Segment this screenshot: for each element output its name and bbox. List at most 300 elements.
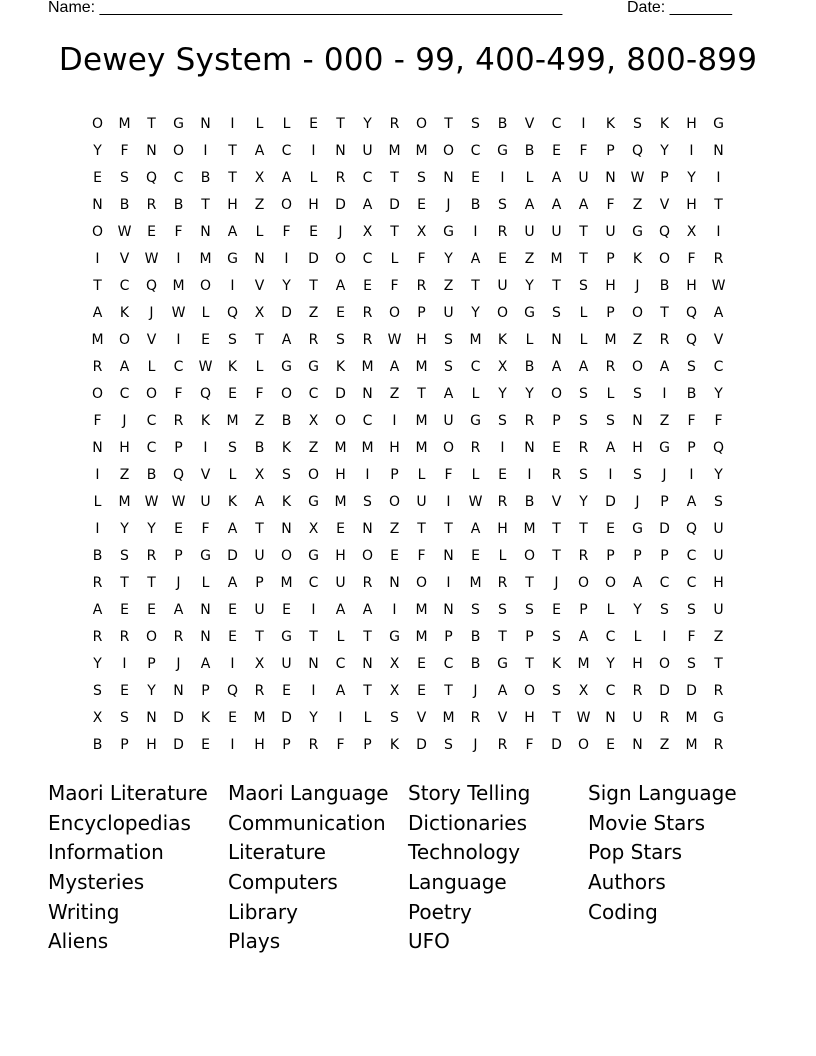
grid-letter: C bbox=[605, 629, 616, 645]
grid-letter: Y bbox=[147, 521, 156, 537]
grid-letter: H bbox=[146, 737, 157, 753]
grid-letter: L bbox=[633, 629, 642, 645]
grid-letter: U bbox=[497, 278, 508, 294]
grid-letter: X bbox=[254, 170, 265, 186]
grid-letter: P bbox=[552, 413, 561, 429]
grid-row bbox=[84, 680, 732, 707]
grid-letter: E bbox=[363, 278, 372, 294]
grid-letter: S bbox=[336, 332, 345, 348]
grid-letter: A bbox=[173, 602, 184, 618]
word-list-item: Aliens bbox=[48, 929, 109, 954]
grid-letter: C bbox=[146, 440, 157, 456]
grid-letter: A bbox=[713, 305, 724, 321]
grid-letter: T bbox=[525, 575, 534, 591]
grid-letter: D bbox=[605, 494, 616, 510]
grid-letter: X bbox=[92, 710, 103, 726]
grid-letter: A bbox=[92, 602, 103, 618]
grid-row bbox=[84, 518, 732, 545]
grid-letter: J bbox=[176, 575, 181, 591]
grid-letter: S bbox=[93, 683, 102, 699]
grid-letter: R bbox=[497, 737, 508, 753]
grid-letter: M bbox=[172, 278, 185, 294]
grid-letter: V bbox=[524, 116, 535, 132]
grid-letter: X bbox=[389, 656, 400, 672]
grid-letter: Q bbox=[658, 224, 671, 240]
grid-letter: E bbox=[417, 197, 426, 213]
grid-letter: A bbox=[362, 197, 373, 213]
grid-letter: F bbox=[282, 224, 291, 240]
grid-letter: Y bbox=[93, 143, 102, 159]
grid-letter: C bbox=[119, 386, 130, 402]
grid-letter: S bbox=[120, 710, 129, 726]
grid-letter: L bbox=[255, 359, 264, 375]
grid-letter: Y bbox=[606, 656, 615, 672]
grid-letter: Q bbox=[226, 683, 239, 699]
grid-letter: X bbox=[578, 683, 589, 699]
grid-letter: T bbox=[714, 656, 723, 672]
grid-letter: D bbox=[281, 710, 292, 726]
grid-letter: I bbox=[446, 494, 451, 510]
grid-letter: M bbox=[118, 116, 131, 132]
grid-letter: K bbox=[389, 737, 400, 753]
grid-letter: A bbox=[335, 683, 346, 699]
grid-letter: S bbox=[498, 197, 507, 213]
grid-letter: I bbox=[392, 602, 397, 618]
grid-letter: T bbox=[552, 710, 561, 726]
grid-letter: K bbox=[551, 656, 562, 672]
grid-letter: K bbox=[119, 305, 130, 321]
grid-letter: Q bbox=[685, 332, 698, 348]
grid-letter: O bbox=[334, 251, 347, 267]
grid-letter: D bbox=[686, 683, 697, 699]
grid-letter: R bbox=[551, 467, 562, 483]
grid-letter: U bbox=[254, 602, 265, 618]
grid-letter: E bbox=[93, 170, 102, 186]
grid-letter: S bbox=[525, 602, 534, 618]
grid-letter: Y bbox=[714, 386, 723, 402]
grid-letter: O bbox=[361, 548, 374, 564]
grid-letter: T bbox=[255, 332, 264, 348]
grid-letter: S bbox=[363, 494, 372, 510]
grid-letter: D bbox=[335, 386, 346, 402]
grid-letter: R bbox=[524, 413, 535, 429]
grid-letter: J bbox=[122, 413, 127, 429]
grid-letter: M bbox=[442, 710, 455, 726]
grid-letter: P bbox=[633, 548, 642, 564]
grid-row bbox=[84, 599, 732, 626]
grid-letter: W bbox=[144, 494, 159, 510]
grid-letter: S bbox=[498, 602, 507, 618]
grid-letter: B bbox=[146, 467, 157, 483]
grid-letter: U bbox=[605, 224, 616, 240]
word-list-item: Maori Language bbox=[228, 781, 389, 805]
grid-letter: G bbox=[281, 629, 292, 645]
grid-row bbox=[84, 410, 732, 437]
grid-row bbox=[84, 464, 732, 491]
grid-letter: P bbox=[606, 251, 615, 267]
grid-letter: R bbox=[389, 116, 400, 132]
grid-letter: T bbox=[498, 629, 507, 645]
name-field: Name: ____________________________________________________ bbox=[48, 0, 563, 16]
grid-letter: C bbox=[173, 170, 184, 186]
grid-letter: E bbox=[174, 521, 183, 537]
grid-letter: N bbox=[200, 116, 211, 132]
grid-letter: V bbox=[119, 251, 130, 267]
grid-letter: J bbox=[635, 278, 640, 294]
grid-letter: R bbox=[92, 575, 103, 591]
grid-letter: H bbox=[686, 197, 697, 213]
grid-letter: M bbox=[280, 575, 293, 591]
grid-letter: O bbox=[658, 656, 671, 672]
grid-letter: U bbox=[713, 521, 724, 537]
grid-letter: T bbox=[255, 521, 264, 537]
grid-letter: P bbox=[525, 629, 534, 645]
grid-letter: T bbox=[525, 656, 534, 672]
grid-letter: T bbox=[552, 548, 561, 564]
grid-letter: U bbox=[551, 224, 562, 240]
grid-letter: I bbox=[203, 440, 208, 456]
grid-letter: V bbox=[416, 710, 427, 726]
grid-letter: P bbox=[606, 143, 615, 159]
grid-letter: E bbox=[228, 710, 237, 726]
grid-letter: B bbox=[119, 197, 130, 213]
grid-letter: A bbox=[524, 197, 535, 213]
grid-letter: T bbox=[579, 521, 588, 537]
grid-letter: S bbox=[444, 737, 453, 753]
grid-letter: C bbox=[443, 656, 454, 672]
grid-letter: A bbox=[281, 170, 292, 186]
grid-letter: I bbox=[230, 278, 235, 294]
grid-letter: O bbox=[523, 548, 536, 564]
grid-letter: G bbox=[227, 251, 238, 267]
grid-letter: I bbox=[527, 467, 532, 483]
grid-letter: O bbox=[550, 386, 563, 402]
grid-letter: M bbox=[685, 737, 698, 753]
grid-letter: A bbox=[578, 197, 589, 213]
grid-letter: R bbox=[605, 359, 616, 375]
grid-letter: O bbox=[280, 386, 293, 402]
grid-letter: M bbox=[253, 710, 266, 726]
grid-letter: E bbox=[498, 251, 507, 267]
grid-letter: Y bbox=[309, 710, 318, 726]
grid-letter: N bbox=[443, 548, 454, 564]
grid-letter: S bbox=[228, 440, 237, 456]
grid-letter: U bbox=[281, 656, 292, 672]
grid-letter: Y bbox=[120, 521, 129, 537]
grid-letter: T bbox=[309, 278, 318, 294]
grid-letter: G bbox=[200, 548, 211, 564]
grid-letter: G bbox=[308, 548, 319, 564]
grid-letter: A bbox=[362, 602, 373, 618]
grid-letter: R bbox=[470, 440, 481, 456]
grid-letter: K bbox=[605, 116, 616, 132]
grid-letter: M bbox=[334, 494, 347, 510]
grid-letter: V bbox=[713, 332, 724, 348]
grid-letter: R bbox=[632, 683, 643, 699]
grid-letter: L bbox=[579, 305, 588, 321]
grid-letter: I bbox=[230, 737, 235, 753]
grid-letter: Z bbox=[659, 737, 670, 753]
grid-letter: J bbox=[176, 656, 181, 672]
grid-letter: E bbox=[336, 305, 345, 321]
grid-letter: T bbox=[228, 143, 237, 159]
grid-letter: S bbox=[606, 413, 615, 429]
grid-letter: C bbox=[362, 170, 373, 186]
grid-letter: O bbox=[172, 143, 185, 159]
grid-letter: X bbox=[254, 305, 265, 321]
grid-letter: W bbox=[171, 305, 186, 321]
grid-letter: A bbox=[551, 197, 562, 213]
grid-letter: M bbox=[415, 440, 428, 456]
grid-letter: V bbox=[497, 710, 508, 726]
grid-letter: T bbox=[363, 683, 372, 699]
grid-letter: O bbox=[91, 116, 104, 132]
grid-letter: P bbox=[174, 548, 183, 564]
grid-letter: P bbox=[282, 737, 291, 753]
word-list-item: Encyclopedias bbox=[48, 810, 191, 835]
grid-row bbox=[84, 707, 732, 734]
grid-letter: L bbox=[471, 467, 480, 483]
grid-letter: A bbox=[470, 251, 481, 267]
grid-letter: A bbox=[335, 278, 346, 294]
word-list-item: Pop Stars bbox=[588, 840, 683, 865]
grid-letter: Z bbox=[308, 440, 319, 456]
grid-letter: M bbox=[118, 494, 131, 510]
grid-letter: T bbox=[255, 629, 264, 645]
grid-letter: O bbox=[415, 575, 428, 591]
grid-letter: L bbox=[228, 467, 237, 483]
grid-letter: B bbox=[497, 116, 508, 132]
grid-letter: J bbox=[635, 494, 640, 510]
grid-letter: I bbox=[500, 440, 505, 456]
grid-letter: E bbox=[471, 170, 480, 186]
grid-letter: O bbox=[577, 575, 590, 591]
grid-letter: N bbox=[362, 386, 373, 402]
grid-letter: L bbox=[417, 467, 426, 483]
grid-letter: N bbox=[146, 710, 157, 726]
grid-letter: I bbox=[365, 467, 370, 483]
grid-letter: U bbox=[632, 710, 643, 726]
grid-letter: P bbox=[390, 467, 399, 483]
grid-letter: B bbox=[686, 386, 697, 402]
grid-letter: N bbox=[335, 143, 346, 159]
grid-letter: O bbox=[280, 548, 293, 564]
grid-letter: A bbox=[200, 656, 211, 672]
grid-letter: O bbox=[91, 386, 104, 402]
grid-letter: H bbox=[119, 440, 130, 456]
grid-letter: B bbox=[659, 278, 670, 294]
word-list-item: Writing bbox=[48, 899, 120, 924]
grid-letter: R bbox=[416, 278, 427, 294]
grid-letter: Y bbox=[498, 386, 507, 402]
grid-letter: M bbox=[469, 575, 482, 591]
grid-letter: Q bbox=[685, 305, 698, 321]
grid-letter: S bbox=[552, 683, 561, 699]
grid-letter: K bbox=[200, 710, 211, 726]
grid-letter: Z bbox=[119, 467, 130, 483]
grid-letter: T bbox=[201, 197, 210, 213]
grid-letter: R bbox=[173, 629, 184, 645]
grid-letter: H bbox=[227, 197, 238, 213]
grid-letter: S bbox=[579, 386, 588, 402]
grid-letter: K bbox=[281, 494, 292, 510]
grid-letter: R bbox=[578, 548, 589, 564]
grid-letter: D bbox=[551, 737, 562, 753]
grid-letter: A bbox=[92, 305, 103, 321]
grid-letter: D bbox=[389, 197, 400, 213]
grid-letter: R bbox=[659, 332, 670, 348]
grid-letter: Q bbox=[145, 278, 158, 294]
grid-letter: Y bbox=[471, 305, 480, 321]
grid-letter: G bbox=[497, 656, 508, 672]
grid-letter: L bbox=[471, 386, 480, 402]
word-list-item: Movie Stars bbox=[588, 810, 705, 835]
grid-row bbox=[84, 248, 732, 275]
grid-letter: I bbox=[662, 629, 667, 645]
grid-letter: U bbox=[362, 143, 373, 159]
grid-row bbox=[84, 113, 732, 140]
grid-letter: W bbox=[171, 494, 186, 510]
grid-row bbox=[84, 653, 732, 680]
word-list-item: Coding bbox=[588, 899, 658, 924]
grid-letter: T bbox=[309, 629, 318, 645]
grid-letter: A bbox=[551, 170, 562, 186]
grid-letter: C bbox=[281, 143, 292, 159]
grid-letter: C bbox=[551, 116, 562, 132]
grid-letter: B bbox=[470, 629, 481, 645]
grid-letter: T bbox=[147, 575, 156, 591]
grid-letter: U bbox=[713, 602, 724, 618]
grid-letter: N bbox=[200, 224, 211, 240]
grid-letter: O bbox=[91, 224, 104, 240]
grid-letter: O bbox=[631, 359, 644, 375]
grid-letter: R bbox=[362, 305, 373, 321]
word-list-item: Technology bbox=[408, 840, 521, 865]
grid-letter: F bbox=[687, 629, 696, 645]
grid-letter: H bbox=[389, 440, 400, 456]
grid-letter: O bbox=[442, 143, 455, 159]
grid-letter: S bbox=[633, 467, 642, 483]
grid-letter: S bbox=[120, 548, 129, 564]
grid-letter: E bbox=[120, 602, 129, 618]
grid-letter: I bbox=[176, 251, 181, 267]
grid-letter: S bbox=[471, 602, 480, 618]
grid-row bbox=[84, 437, 732, 464]
grid-letter: A bbox=[254, 494, 265, 510]
word-list-item: Language bbox=[408, 870, 507, 895]
grid-letter: Z bbox=[389, 386, 400, 402]
grid-letter: N bbox=[308, 656, 319, 672]
grid-letter: Y bbox=[282, 278, 291, 294]
grid-letter: B bbox=[92, 737, 103, 753]
grid-letter: E bbox=[228, 386, 237, 402]
grid-letter: T bbox=[336, 116, 345, 132]
grid-letter: L bbox=[93, 494, 102, 510]
grid-letter: L bbox=[309, 170, 318, 186]
grid-letter: J bbox=[338, 224, 343, 240]
grid-letter: R bbox=[308, 332, 319, 348]
grid-letter: A bbox=[227, 521, 238, 537]
grid-letter: Y bbox=[525, 278, 534, 294]
grid-letter: M bbox=[91, 332, 104, 348]
grid-letter: L bbox=[498, 548, 507, 564]
grid-letter: Q bbox=[226, 305, 239, 321]
grid-letter: M bbox=[415, 359, 428, 375]
grid-letter: S bbox=[282, 467, 291, 483]
word-list-item: Library bbox=[228, 899, 298, 924]
grid-letter: F bbox=[174, 224, 183, 240]
grid-letter: O bbox=[577, 737, 590, 753]
grid-letter: C bbox=[659, 575, 670, 591]
grid-letter: S bbox=[579, 413, 588, 429]
grid-letter: Q bbox=[712, 440, 725, 456]
grid-letter: P bbox=[417, 305, 426, 321]
grid-letter: W bbox=[198, 359, 213, 375]
grid-letter: G bbox=[281, 359, 292, 375]
grid-letter: T bbox=[552, 521, 561, 537]
grid-letter: Y bbox=[714, 467, 723, 483]
grid-letter: F bbox=[93, 413, 102, 429]
grid-letter: U bbox=[254, 548, 265, 564]
grid-letter: G bbox=[470, 413, 481, 429]
grid-row bbox=[84, 329, 732, 356]
grid-letter: A bbox=[551, 359, 562, 375]
word-list-item: Story Telling bbox=[408, 781, 531, 805]
grid-letter: P bbox=[120, 737, 129, 753]
grid-letter: S bbox=[228, 332, 237, 348]
grid-letter: H bbox=[335, 467, 346, 483]
grid-letter: R bbox=[713, 251, 724, 267]
grid-letter: E bbox=[228, 602, 237, 618]
grid-letter: G bbox=[443, 224, 454, 240]
grid-letter: L bbox=[147, 359, 156, 375]
grid-letter: E bbox=[201, 332, 210, 348]
grid-letter: N bbox=[362, 656, 373, 672]
grid-letter: J bbox=[149, 305, 154, 321]
grid-letter: C bbox=[686, 575, 697, 591]
grid-letter: P bbox=[606, 548, 615, 564]
word-list-item: Information bbox=[48, 840, 164, 865]
grid-letter: G bbox=[308, 359, 319, 375]
grid-letter: I bbox=[608, 467, 613, 483]
grid-letter: I bbox=[203, 143, 208, 159]
grid-letter: F bbox=[525, 737, 534, 753]
grid-letter: L bbox=[390, 251, 399, 267]
grid-letter: R bbox=[362, 332, 373, 348]
grid-letter: E bbox=[606, 521, 615, 537]
grid-letter: T bbox=[363, 629, 372, 645]
grid-letter: L bbox=[201, 305, 210, 321]
grid-letter: C bbox=[713, 359, 724, 375]
grid-letter: S bbox=[687, 656, 696, 672]
grid-letter: I bbox=[500, 170, 505, 186]
grid-letter: R bbox=[578, 440, 589, 456]
grid-letter: P bbox=[201, 683, 210, 699]
grid-letter: Z bbox=[308, 305, 319, 321]
grid-letter: T bbox=[444, 116, 453, 132]
grid-letter: N bbox=[443, 602, 454, 618]
word-list-item: Sign Language bbox=[588, 781, 737, 805]
grid-letter: O bbox=[523, 683, 536, 699]
grid-letter: I bbox=[122, 656, 127, 672]
grid-letter: Y bbox=[147, 683, 156, 699]
grid-letter: S bbox=[444, 359, 453, 375]
grid-letter: R bbox=[497, 224, 508, 240]
word-list-item: Dictionaries bbox=[408, 810, 528, 835]
grid-letter: E bbox=[498, 467, 507, 483]
grid-letter: Z bbox=[713, 629, 724, 645]
grid-letter: M bbox=[226, 413, 239, 429]
